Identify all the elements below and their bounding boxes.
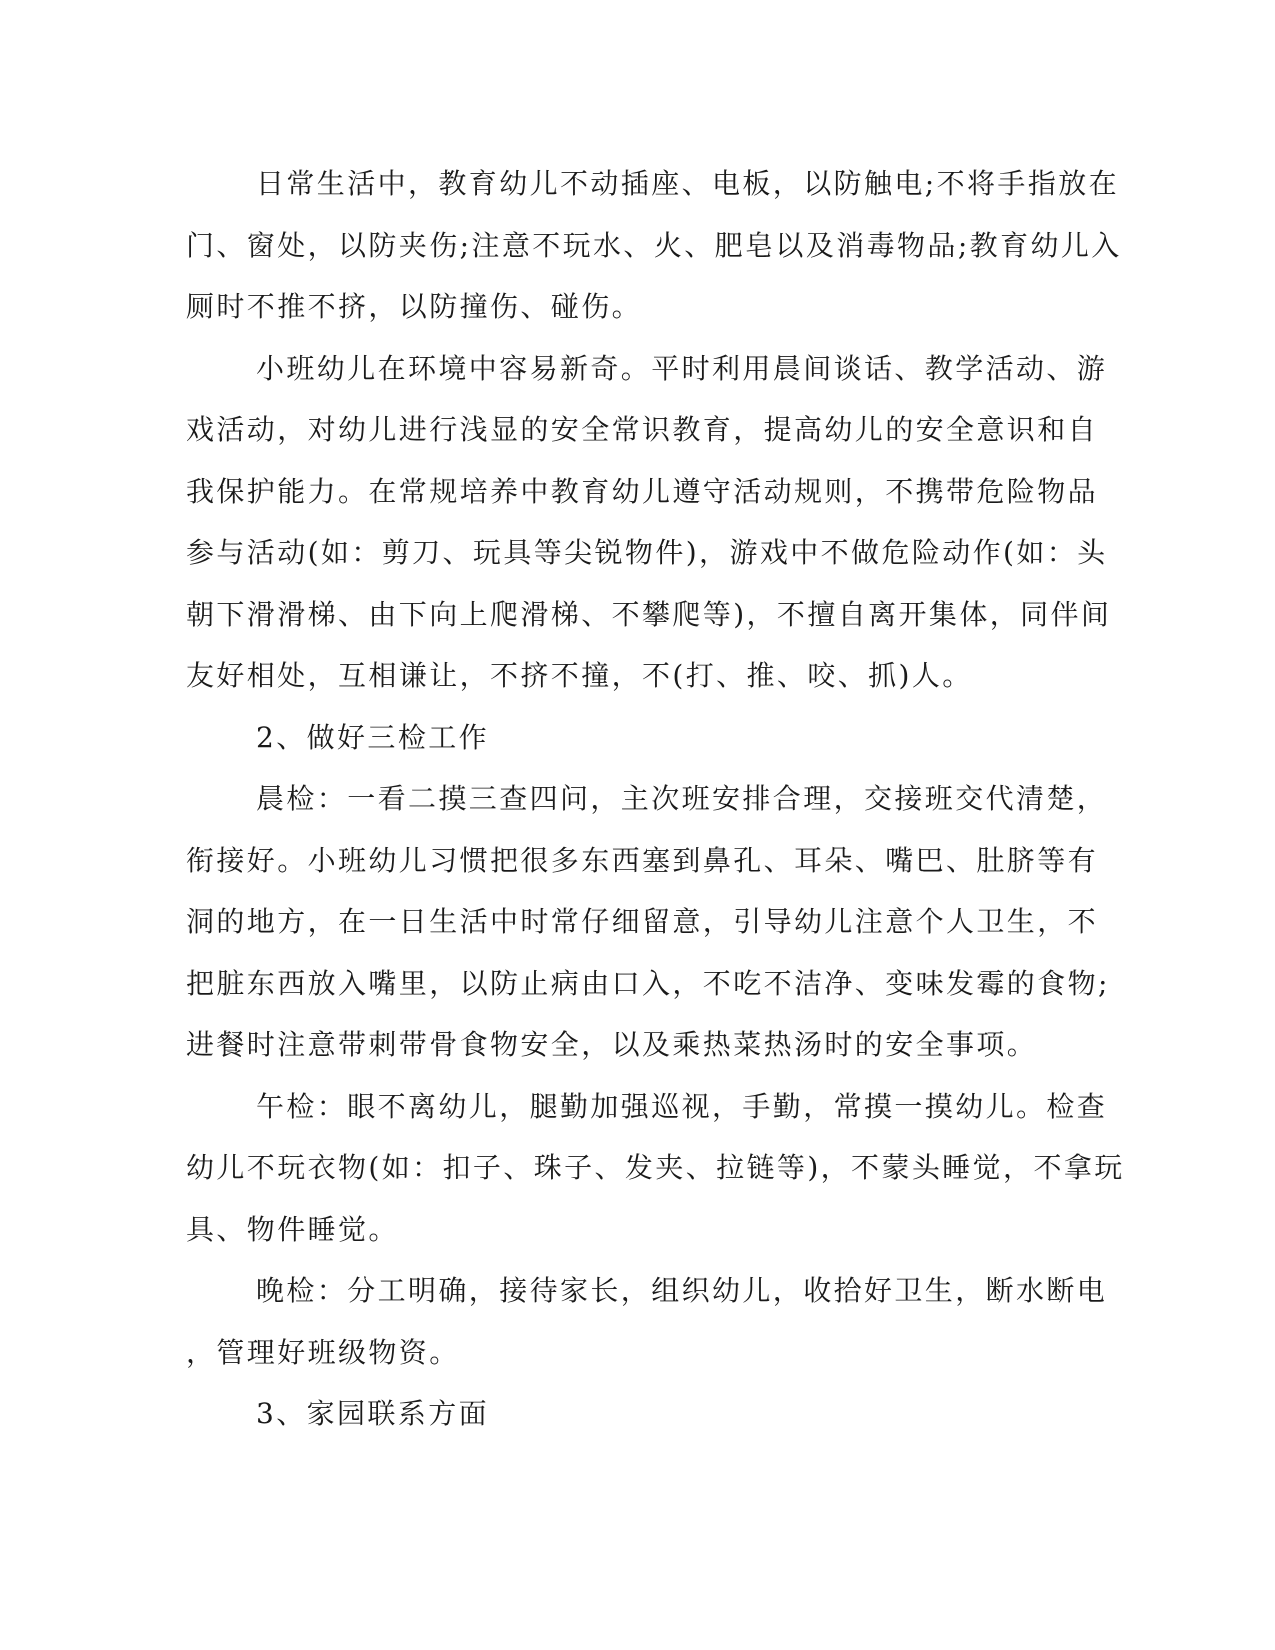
text-line: 把脏东西放入嘴里，以防止病由口入，不吃不洁净、变味发霉的食物; (186, 966, 1110, 1000)
text-line: 朝下滑滑梯、由下向上爬滑梯、不攀爬等)，不擅自离开集体，同伴间 (186, 597, 1112, 631)
text-line: 幼儿不玩衣物(如：扣子、珠子、发夹、拉链等)，不蒙头睡觉，不拿玩 (186, 1151, 1125, 1184)
text-line: 我保护能力。在常规培养中教育幼儿遵守活动规则，不携带危险物品 (186, 474, 1099, 508)
text-line: 日常生活中，教育幼儿不动插座、电板，以防触电;不将手指放在 (256, 167, 1120, 200)
text-line: 进餐时注意带刺带骨食物安全，以及乘热菜热汤时的安全事项。 (186, 1028, 1038, 1061)
text-line: 晚检：分工明确，接待家长，组织幼儿，收拾好卫生，断水断电 (256, 1274, 1108, 1307)
text-line: 戏活动，对幼儿进行浅显的安全常识教育，提高幼儿的安全意识和自 (186, 413, 1099, 446)
text-line: 洞的地方，在一日生活中时常仔细留意，引导幼儿注意个人卫生，不 (186, 905, 1099, 938)
text-line: ，管理好班级物资。 (186, 1335, 460, 1369)
text-line: 厕时不推不挤，以防撞伤、碰伤。 (186, 290, 643, 323)
text-line: 门、窗处，以防夹伤;注意不玩水、火、肥皂以及消毒物品;教育幼儿入 (186, 228, 1122, 262)
text-line: 友好相处，互相谦让，不挤不撞，不(打、推、咬、抓)人。 (186, 659, 973, 692)
body-text (186, 153, 1125, 1445)
text-line: 衔接好。小班幼儿习惯把很多东西塞到鼻孔、耳朵、嘴巴、肚脐等有 (186, 843, 1099, 877)
text-line: 小班幼儿在环境中容易新奇。平时利用晨间谈话、教学活动、游 (256, 351, 1108, 385)
text-line: 午检：眼不离幼儿，腿勤加强巡视，手勤，常摸一摸幼儿。检查 (256, 1089, 1108, 1123)
text-line: 参与活动(如：剪刀、玩具等尖锐物件)，游戏中不做危险动作(如：头 (186, 536, 1108, 569)
section-heading: 2、做好三检工作 (256, 720, 490, 754)
text-line: 具、物件睡觉。 (186, 1212, 399, 1246)
section-heading: 3、家园联系方面 (256, 1397, 490, 1430)
text-line: 晨检：一看二摸三查四问，主次班安排合理，交接班交代清楚， (256, 782, 1108, 815)
